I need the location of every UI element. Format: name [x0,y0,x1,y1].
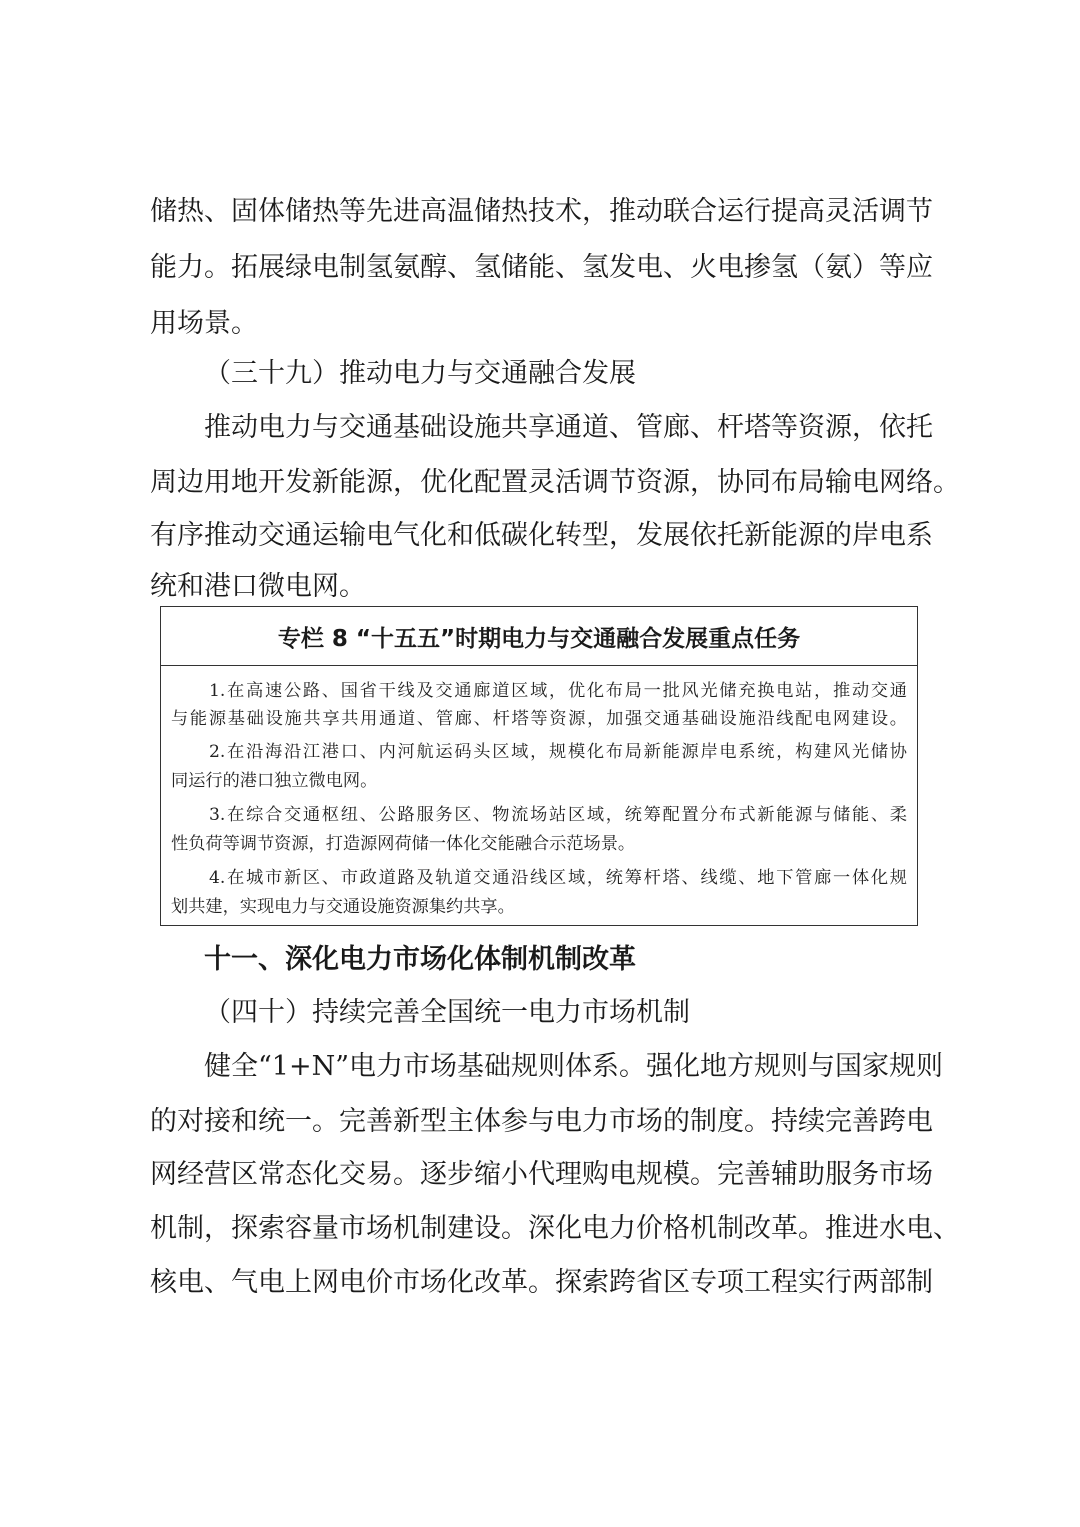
paragraph-line: 能力。拓展绿电制氢氨醇、氢储能、氢发电、火电掺氢（氨）等应 [150,252,933,283]
section-heading: （三十九）推动电力与交通融合发展 [204,358,636,389]
box-item-line: 与能源基础设施共享共用通道、管廊、杆塔等资源，加强交通基础设施沿线配电网建设。 [171,709,907,729]
paragraph-line: 统和港口微电网。 [150,571,366,602]
chapter-heading: 十一、深化电力市场化体制机制改革 [204,944,636,975]
box-item-line: 3.在综合交通枢纽、公路服务区、物流场站区域，统筹配置分布式新能源与储能、柔 [209,805,907,825]
paragraph-line: 储热、固体储热等先进高温储热技术，推动联合运行提高灵活调节 [150,196,933,227]
paragraph-line: 推动电力与交通基础设施共享通道、管廊、杆塔等资源，依托 [204,412,933,443]
paragraph-line: 的对接和统一。完善新型主体参与电力市场的制度。持续完善跨电 [150,1106,933,1137]
box-item-line: 同运行的港口独立微电网。 [171,771,378,791]
paragraph-line: 机制，探索容量市场机制建设。深化电力价格机制改革。推进水电、 [150,1213,960,1244]
paragraph-line: 周边用地开发新能源，优化配置灵活调节资源，协同布局输电网络。 [150,467,960,498]
box-item-line: 划共建，实现电力与交通设施资源集约共享。 [171,897,515,917]
paragraph-line: 用场景。 [150,308,258,339]
paragraph-line: 有序推动交通运输电气化和低碳化转型，发展依托新能源的岸电系 [150,520,933,551]
box-item-line: 性负荷等调节资源，打造源网荷储一体化交能融合示范场景。 [171,834,636,854]
paragraph-line: 健全“1+N”电力市场基础规则体系。强化地方规则与国家规则 [204,1051,944,1082]
box-item-line: 1.在高速公路、国省干线及交通廊道区域，优化布局一批风光储充换电站，推动交通 [209,681,907,701]
paragraph-line: 核电、气电上网电价市场化改革。探索跨省区专项工程实行两部制 [150,1267,933,1298]
box-item-line: 4.在城市新区、市政道路及轨道交通沿线区域，统筹杆塔、线缆、地下管廊一体化规 [209,868,907,888]
paragraph-line: 网经营区常态化交易。逐步缩小代理购电规模。完善辅助服务市场 [150,1159,933,1190]
section-heading: （四十）持续完善全国统一电力市场机制 [204,997,690,1028]
box-item-line: 2.在沿海沿江港口、内河航运码头区域，规模化布局新能源岸电系统，构建风光储协 [209,742,907,762]
feature-box [160,606,918,926]
box-title: 专栏 8 “十五五”时期电力与交通融合发展重点任务 [161,607,917,666]
